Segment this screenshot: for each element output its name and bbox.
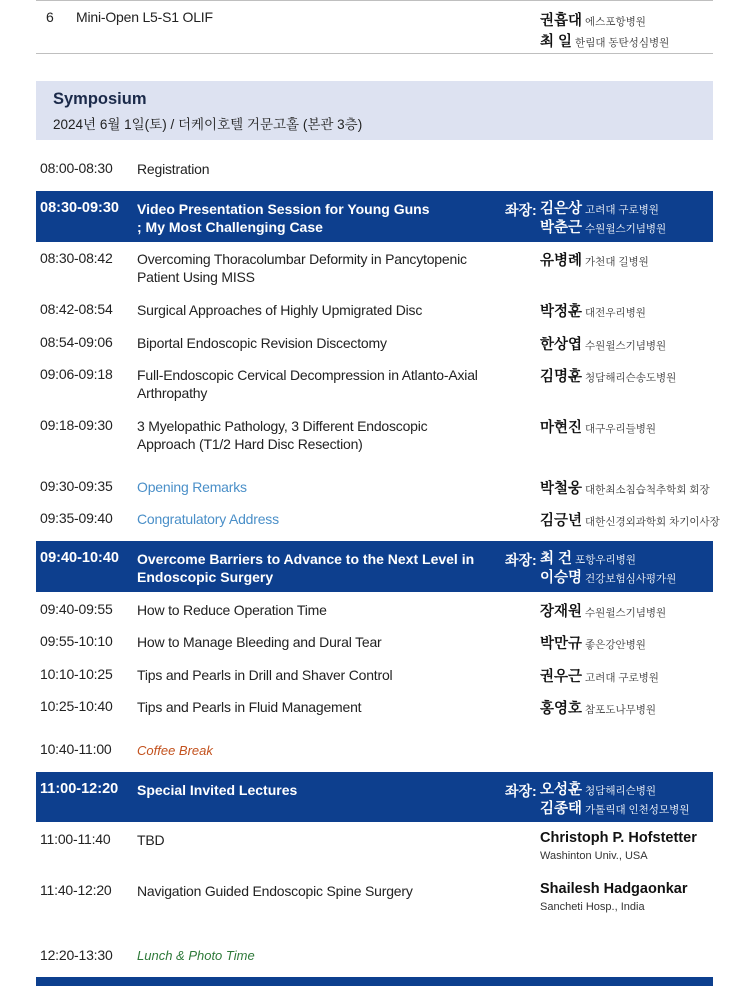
row-title (137, 250, 467, 286)
item-number: 6 (46, 9, 54, 25)
chair-name: 박춘근 (540, 220, 583, 236)
chair-affiliation: 수원윌스기념병원 (585, 223, 667, 235)
row-time: 09:06-09:18 (40, 366, 113, 382)
row-time: 11:40-12:20 (40, 882, 112, 898)
chair-label: 좌장: (505, 552, 537, 568)
row-title-line: Overcoming Thoracolumbar Deformity in Pancytopenic (137, 251, 467, 267)
row-time: 09:40-09:55 (40, 601, 113, 617)
speaker-name: Shailesh Hadgaonkar (540, 881, 688, 897)
row-time: 10:25-10:40 (40, 698, 113, 714)
speaker-affiliation: 대구우리들병원 (585, 423, 657, 435)
speaker-affiliation: Sancheti Hosp., India (540, 901, 645, 913)
row-title: Tips and Pearls in Fluid Management (137, 699, 362, 715)
row-title: Coffee Break (137, 743, 213, 758)
chairs (540, 781, 689, 819)
row-title-line: Patient Using MISS (137, 269, 255, 285)
item-title: Mini-Open L5-S1 OLIF (76, 9, 213, 25)
speaker-name: 김명훈 (540, 369, 583, 385)
speaker-name: 한상엽 (540, 337, 583, 353)
row-title: How to Manage Bleeding and Dural Tear (137, 634, 382, 650)
session-band (36, 191, 713, 242)
speaker-name: 권흡대 (540, 13, 583, 29)
row-time: 10:40-11:00 (40, 741, 112, 757)
row-time: 09:30-09:35 (40, 478, 113, 494)
chair-label: 좌장: (505, 783, 537, 799)
speaker-name: 마현진 (540, 420, 583, 436)
row-time: 09:55-10:10 (40, 633, 113, 649)
session-title-line: Endoscopic Surgery (137, 569, 274, 585)
session-title-line: ; My Most Challenging Case (137, 219, 323, 235)
session-band (36, 772, 713, 822)
chair-name: 김은상 (540, 201, 583, 217)
speaker-name: 박정훈 (540, 304, 583, 320)
speaker-affiliation: 대한최소침습척추학회 회장 (585, 484, 710, 496)
speaker (540, 333, 666, 354)
row-title: How to Reduce Operation Time (137, 602, 327, 618)
row-title: Opening Remarks (137, 479, 247, 495)
row-title: Surgical Approaches of Highly Upmigrated Disc (137, 302, 423, 318)
speaker (540, 881, 687, 913)
speaker-affiliation: 고려대 구로병원 (585, 672, 659, 684)
chair-label: 좌장: (505, 202, 537, 218)
chair-affiliation: 청담해리슨병원 (585, 785, 657, 797)
row-title-line: Arthropathy (137, 385, 208, 401)
row-title (137, 366, 478, 402)
speaker-affiliation: 좋은강안병원 (585, 639, 646, 651)
divider (36, 0, 713, 1)
speaker (540, 665, 659, 686)
chair-name: 오성훈 (540, 782, 583, 798)
session-title (137, 200, 430, 236)
row-time: 12:20-13:30 (40, 947, 113, 963)
speaker (540, 300, 646, 321)
speaker (540, 830, 697, 862)
symposium-header (36, 81, 713, 140)
row-title: Tips and Pearls in Drill and Shaver Control (137, 667, 393, 683)
session-band (36, 541, 713, 592)
session-band (36, 977, 713, 986)
speaker (540, 365, 676, 386)
row-title (137, 417, 427, 453)
speaker-name: 홍영호 (540, 701, 583, 717)
speaker-name: 유병례 (540, 253, 583, 269)
speaker-name: 장재원 (540, 604, 583, 620)
speaker-affiliation: Washinton Univ., USA (540, 850, 648, 862)
session-title-line: Overcome Barriers to Advance to the Next Level in (137, 551, 475, 567)
chair-name: 최 건 (540, 551, 573, 567)
session-time: 09:40-10:40 (40, 550, 119, 566)
chair-affiliation: 가톨릭대 인천성모병원 (585, 804, 690, 816)
speaker (540, 697, 656, 718)
row-time: 09:35-09:40 (40, 510, 113, 526)
session-time: 11:00-12:20 (40, 781, 119, 797)
chairs (540, 200, 666, 238)
chairs (540, 550, 676, 588)
row-time: 08:54-09:06 (40, 334, 113, 350)
speaker (540, 600, 666, 621)
speaker-affiliation: 수원윌스기념병원 (585, 607, 667, 619)
row-title-line: Full-Endoscopic Cervical Decompression in Atlanto-Axial (137, 367, 478, 383)
row-time: 09:18-09:30 (40, 417, 113, 433)
speaker-affiliation: 참포도나무병원 (585, 704, 657, 716)
divider (36, 53, 713, 54)
session-time: 08:30-09:30 (40, 200, 119, 216)
row-time: 10:10-10:25 (40, 666, 113, 682)
chair-affiliation: 포항우리병원 (575, 554, 636, 566)
row-title: Biportal Endoscopic Revision Discectomy (137, 335, 387, 351)
session-title-line: Video Presentation Session for Young Guns (137, 201, 430, 217)
speaker (540, 9, 646, 30)
speaker-name: 김긍년 (540, 513, 583, 529)
symposium-date-venue: 2024년 6월 1일(토) / 더케이호텔 거문고홀 (본관 3층) (53, 117, 363, 132)
chair-name: 김종태 (540, 801, 583, 817)
speaker (540, 30, 669, 51)
speaker-affiliation: 가천대 길병원 (585, 256, 649, 268)
speaker-name: 박철웅 (540, 481, 583, 497)
row-title: Navigation Guided Endoscopic Spine Surgery (137, 883, 413, 899)
speaker (540, 632, 646, 653)
speaker-affiliation: 대한신경외과학회 차기이사장 (585, 516, 720, 528)
speaker-affiliation: 대전우리병원 (585, 307, 646, 319)
row-title: Lunch & Photo Time (137, 948, 255, 963)
speaker-name: 박만규 (540, 636, 583, 652)
speaker (540, 249, 649, 270)
speaker-name: 최 일 (540, 34, 573, 50)
row-title: TBD (137, 832, 165, 848)
row-time: 11:00-11:40 (40, 831, 111, 847)
symposium-title: Symposium (53, 90, 147, 108)
session-title: Special Invited Lectures (137, 782, 298, 798)
row-title: Registration (137, 161, 210, 177)
chair-affiliation: 고려대 구로병원 (585, 204, 659, 216)
speaker (540, 416, 656, 437)
row-time: 08:30-08:42 (40, 250, 113, 266)
speaker-affiliation: 수원윌스기념병원 (585, 340, 667, 352)
row-time: 08:00-08:30 (40, 160, 113, 176)
row-time: 08:42-08:54 (40, 301, 113, 317)
speaker-affiliation: 청담해리슨송도병원 (585, 372, 677, 384)
chair-name: 이승명 (540, 570, 583, 586)
speaker-affiliation: 에스포항병원 (585, 16, 646, 28)
row-title-line: 3 Myelopathic Pathology, 3 Different Endoscopic (137, 418, 428, 434)
speaker-affiliation: 한림대 동탄성심병원 (575, 37, 670, 49)
row-title-line: Approach (T1/2 Hard Disc Resection) (137, 436, 363, 452)
speaker-name: 권우근 (540, 669, 583, 685)
chair-affiliation: 건강보험심사평가원 (585, 573, 677, 585)
session-title (137, 550, 474, 586)
speaker (540, 477, 710, 498)
speaker-name: Christoph P. Hofstetter (540, 830, 697, 846)
speaker (540, 509, 720, 530)
row-title: Congratulatory Address (137, 511, 279, 527)
